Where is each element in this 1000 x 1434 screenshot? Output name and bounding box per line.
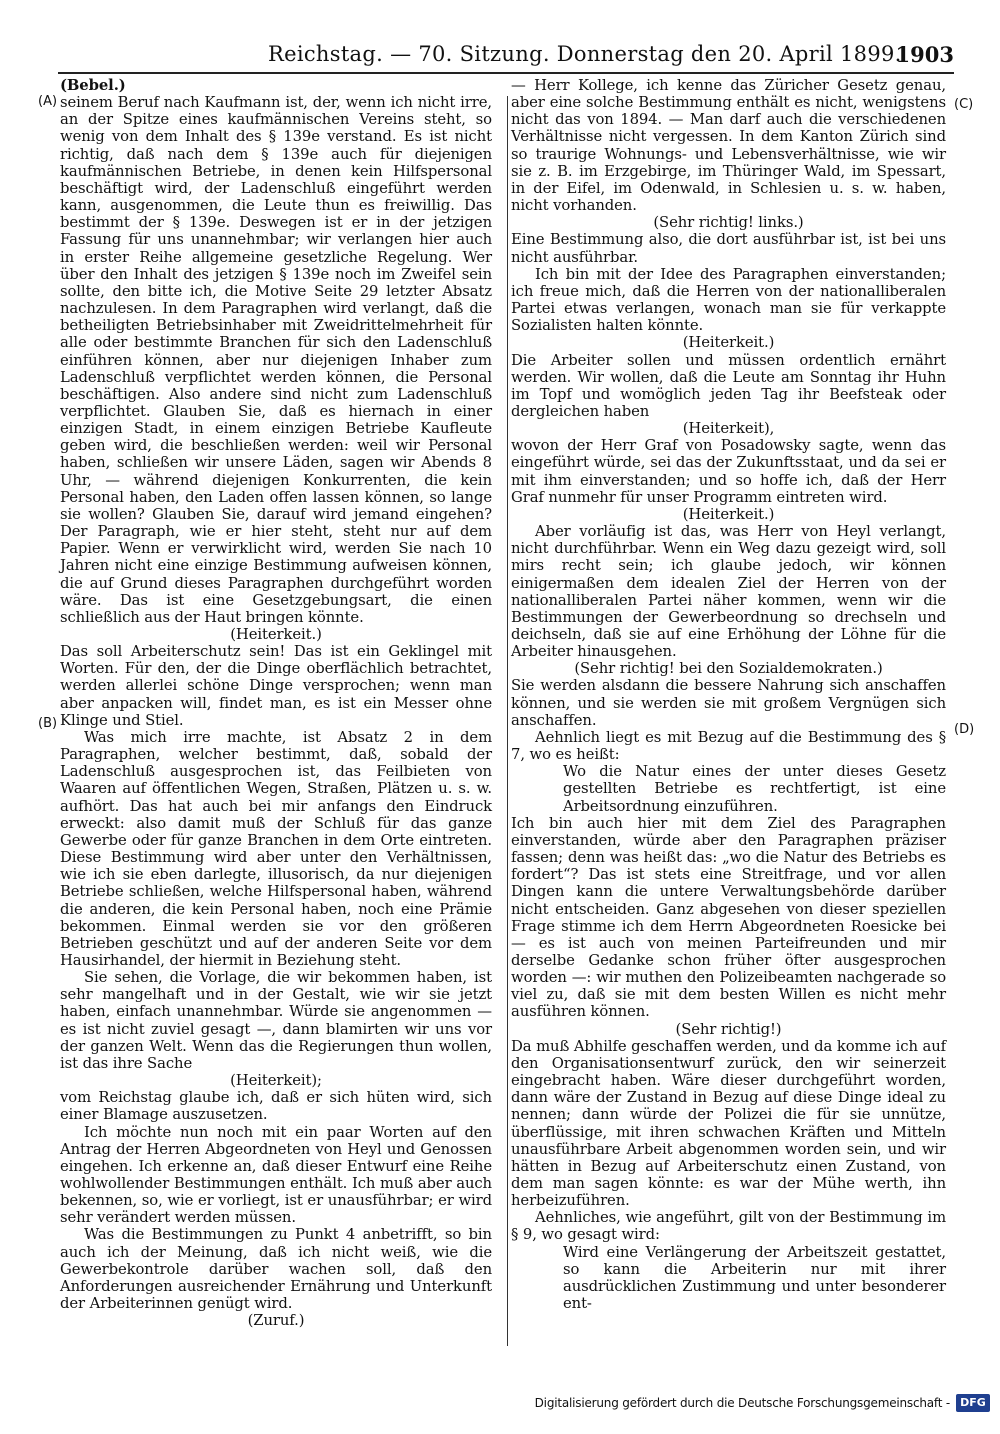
paragraph: Ich bin mit der Idee des Paragraphen einverstanden; ich freue mich, daß die Herren von der nationalliberalen Partei etwas verlangen, wonach man sie für verkappte Sozialisten halten könnte. — [511, 265, 946, 335]
margin-mark-b: (B) — [38, 716, 58, 731]
interjection: (Heiterkeit), — [682, 420, 775, 438]
paragraph: Sie werden alsdann die bessere Nahrung sich anschaffen können, und sie werden sie mit großem Vergnügen sich anschaffen. — [511, 677, 946, 729]
paragraph: — Herr Kollege, ich kenne das Züricher Gesetz genau, aber eine solche Bestimmung enthält es nicht, wenigstens nicht das von 1894. — Man darf auch die verschiedenen Verhältnisse nicht vergessen. In dem Kanton Zürich sind so traurige Wohnungs- und Lebensverhältnisse, wie wir sie z. B. im Erzgebirge, im Thüringer Wald, im Spessart, in der Eifel, im Odenwald, in Schlesien u. s. w. haben, nicht vorhanden. — [511, 77, 946, 215]
paragraph: Was die Bestimmungen zu Punkt 4 anbetrifft, so bin auch ich der Meinung, daß ich nicht weiß, wie die Gewerbekontrole darüber wachen soll, daß den Anforderungen ausreichender Ernährung und Unterkunft der Arbeiterinnen genügt wird. — [60, 1226, 492, 1313]
paragraph: Aber vorläufig ist das, was Herr von Heyl verlangt, nicht durchführbar. Wenn ein Weg dazu gezeigt wird, soll mirs recht sein; ich glaube jedoch, wir können einigermaßen dem idealen Ziel der Herren von der nationalliberalen Partei näher kommen, wenn wir die Bestimmungen der Gewerbeordnung so drechseln und deichseln, daß sie auf eine Erhöhung der Löhne für die Arbeiter hinausgehen. — [511, 523, 946, 661]
paragraph: seinem Beruf nach Kaufmann ist, der, wenn ich nicht irre, an der Spitze eines kaufmännischen Vereins steht, so wenig von dem Inhalt des § 139e verstand. Es ist nicht richtig, daß nach dem § 139e auch für diejenigen kaufmännischen Betriebe, in denen kein Hilfspersonal beschäftigt wird, der Ladenschluß eingeführt werden kann, ausgenommen, die Leute thun es freiwillig. Das bestimmt der § 139e. Deswegen ist er in der jetzigen Fassung für uns unannehmbar; wir verlangen hier auch in erster Reihe allgemeine gesetzliche Regelung. Wer über den Inhalt des jetzigen § 139e noch im Zweifel sein sollte, den bitte ich, die Motive Seite 29 letzter Absatz nachzulesen. In dem Paragraphen wird verlangt, daß die betheiligten Betriebsinhaber mit Zweidrittelmehrheit für alle oder bestimmte Branchen für sich den Ladenschluß einführen können, aber nur diejenigen Inhaber zum Ladenschluß verpflichtet werden können, die Personal beschäftigen. Also andere sind nicht zum Ladenschluß verpflichtet. Glauben Sie, daß es hiernach in einer einzigen Stadt, in einem einzigen Betriebe Kaufleute geben wird, die beschließen werden: weil wir Personal haben, schließen wir unsere Läden, sagen wir Abends 8 Uhr, — während diejenigen Konkurrenten, die kein Personal haben, den Laden offen lassen können, so lange sie wollen? Glauben Sie, darauf wird jemand eingehen? Der Paragraph, wie er hier steht, steht nur auf dem Papier. Wenn er verwirklicht wird, werden Sie nach 10 Jahren nicht eine einzige Bestimmung aufweisen können, die auf Grund dieses Paragraphen durchgeführt worden wäre. Das ist eine Gesetzgebungsart, die einen schließlich aus der Haut bringen könnte. — [60, 94, 492, 626]
quotation: Wo die Natur eines der unter dieses Gesetz gestellten Betriebe es rechtfertigt, ist eine Arbeitsordnung einzuführen. — [563, 763, 946, 815]
paragraph: Eine Bestimmung also, die dort ausführbar ist, ist bei uns nicht ausführbar. — [511, 231, 946, 266]
paragraph: Da muß Abhilfe geschaffen werden, und da komme ich auf den Organisationsentwurf zurück, den wir seinerzeit eingebracht haben. Wäre dieser durchgeführt worden, dann wäre der Zustand in Bezug auf diese Dinge ideal zu nennen; dann würde der Polizei die für sie unnütze, überflüssige, mit ihren schwachen Kräften und Mitteln unausführbare Arbeit abgenommen worden sein, und wir hätten in Bezug auf Arbeiterschutz einen Zustand, von dem man sagen könnte: es war der Mühe werth, ihn herbeizuführen. — [511, 1037, 947, 1210]
interjection: (Sehr richtig! bei den Sozialdemokraten.) — [574, 660, 883, 678]
paragraph: vom Reichstag glaube ich, daß er sich hüten wird, sich einer Blamage auszusetzen. — [60, 1089, 492, 1124]
interjection: (Sehr richtig!) — [675, 1020, 782, 1038]
interjection: (Heiterkeit.) — [682, 505, 775, 523]
right-column — [511, 77, 946, 1312]
interjection: (Heiterkeit.) — [230, 626, 322, 643]
interjection: (Zuruf.) — [247, 1312, 305, 1330]
margin-mark-c: (C) — [954, 97, 974, 112]
quotation: Wird eine Verlängerung der Arbeitszeit gestattet, so kann die Arbeiterin nur mit ihrer ausdrücklichen Zustimmung und unter besonderer ent- — [563, 1243, 946, 1313]
paragraph: Aehnliches, wie angeführt, gilt von der Bestimmung im § 9, wo gesagt wird: — [511, 1209, 946, 1244]
interjection: (Sehr richtig! links.) — [653, 214, 804, 232]
paragraph: Sie sehen, die Vorlage, die wir bekommen haben, ist sehr mangelhaft und in der Gestalt, wie wir sie jetzt haben, einfach unannehmbar. Würde sie angenommen — es ist nicht zuviel gesagt —, dann blamirten wir uns vor der ganzen Welt. Wenn das die Regierungen thun wollen, ist das ihre Sache — [60, 969, 492, 1072]
funding-credit: Digitalisierung gefördert durch die Deutsche Forschungsgemeinschaft - — [534, 1396, 950, 1410]
margin-mark-d: (D) — [954, 722, 975, 737]
column-divider — [507, 96, 508, 1346]
dfg-logo: DFG — [956, 1394, 990, 1412]
paragraph: Was mich irre machte, ist Absatz 2 in dem Paragraphen, welcher bestimmt, daß, sobald der Ladenschluß ausgesprochen ist, das Feilbieten von Waaren auf öffentlichen Wegen, Straßen, Plätzen u. s. w. aufhört. Das hat auch bei mir anfangs den Eindruck erweckt: also damit muß der Schluß für das ganze Gewerbe oder für ganze Branchen in dem Orte eintreten. Diese Bestimmung wird aber unter den Verhältnissen, wie ich sie eben darlegte, illusorisch, da nur diejenigen Betriebe schließen, welche Hilfspersonal haben, während die anderen, die kein Personal haben, noch eine Prämie bekommen. Einmal werden sie vor den größeren Betrieben geschützt und auf der anderen Seite vor dem Hausirhandel, der hiermit in Beziehung steht. — [60, 728, 492, 969]
paragraph: Aehnlich liegt es mit Bezug auf die Bestimmung des § 7, wo es heißt: — [511, 728, 946, 764]
interjection: (Heiterkeit.) — [682, 334, 775, 352]
digitization-footer — [0, 1394, 1000, 1418]
margin-mark-a: (A) — [38, 94, 58, 109]
paragraph: wovon der Herr Graf von Posadowsky sagte, wenn das eingeführt würde, sei das der Zukunftsstaat, und da sei er mit ihm einverstanden; und so hoffe ich, daß der Herr Graf nunmehr für unser Programm eintreten wird. — [511, 437, 946, 506]
paragraph: Das soll Arbeiterschutz sein! Das ist ein Geklingel mit Worten. Für den, der die Dinge oberflächlich betrachtet, werden allerlei schöne Dinge versprochen; wenn man aber anpacken will, findet man, es ist ein Messer ohne Klinge und Stiel. — [60, 643, 492, 729]
running-header — [58, 40, 954, 72]
paragraph: Ich bin auch hier mit dem Ziel des Paragraphen einverstanden, würde aber den Paragraphen präziser fassen; denn was heißt das: „wo die Natur des Betriebs es fordert“? Das ist stets eine Streitfrage, und vor allen Dingen kann die untere Verwaltungsbehörde darüber nicht entscheiden. Ganz abgesehen von dieser speziellen Frage stimme ich dem Herrn Abgeordneten Roesicke bei — es ist auch von meinen Parteifreunden und mir derselbe Gedanke schon früher öfter ausgesprochen worden —: wir muthen den Polizeibeamten nachgerade so viel zu, daß sie mit dem besten Willen es nicht mehr ausführen können. — [511, 814, 946, 1021]
running-title: Reichstag. — 70. Sitzung. Donnerstag den 20. April 1899. — [268, 42, 902, 66]
speaker-name: (Bebel.) — [60, 77, 126, 94]
paragraph: Ich möchte nun noch mit ein paar Worten auf den Antrag der Herren Abgeordneten von Heyl und Genossen eingehen. Ich erkenne an, daß dieser Entwurf eine Reihe wohlwollender Bestimmungen enthält. Ich muß aber auch bekennen, so, wie er vorliegt, ist er unausführbar; er wird sehr verändert werden müssen. — [60, 1123, 492, 1227]
interjection: (Heiterkeit); — [230, 1072, 322, 1090]
page-number: 1903 — [895, 42, 954, 67]
header-rule — [58, 72, 954, 74]
paragraph: Die Arbeiter sollen und müssen ordentlich ernährt werden. Wir wollen, daß die Leute am Sonntag ihr Huhn im Topf und womöglich jeden Tag ihr Beefsteak oder dergleichen haben — [511, 351, 946, 420]
left-column — [60, 77, 492, 1329]
